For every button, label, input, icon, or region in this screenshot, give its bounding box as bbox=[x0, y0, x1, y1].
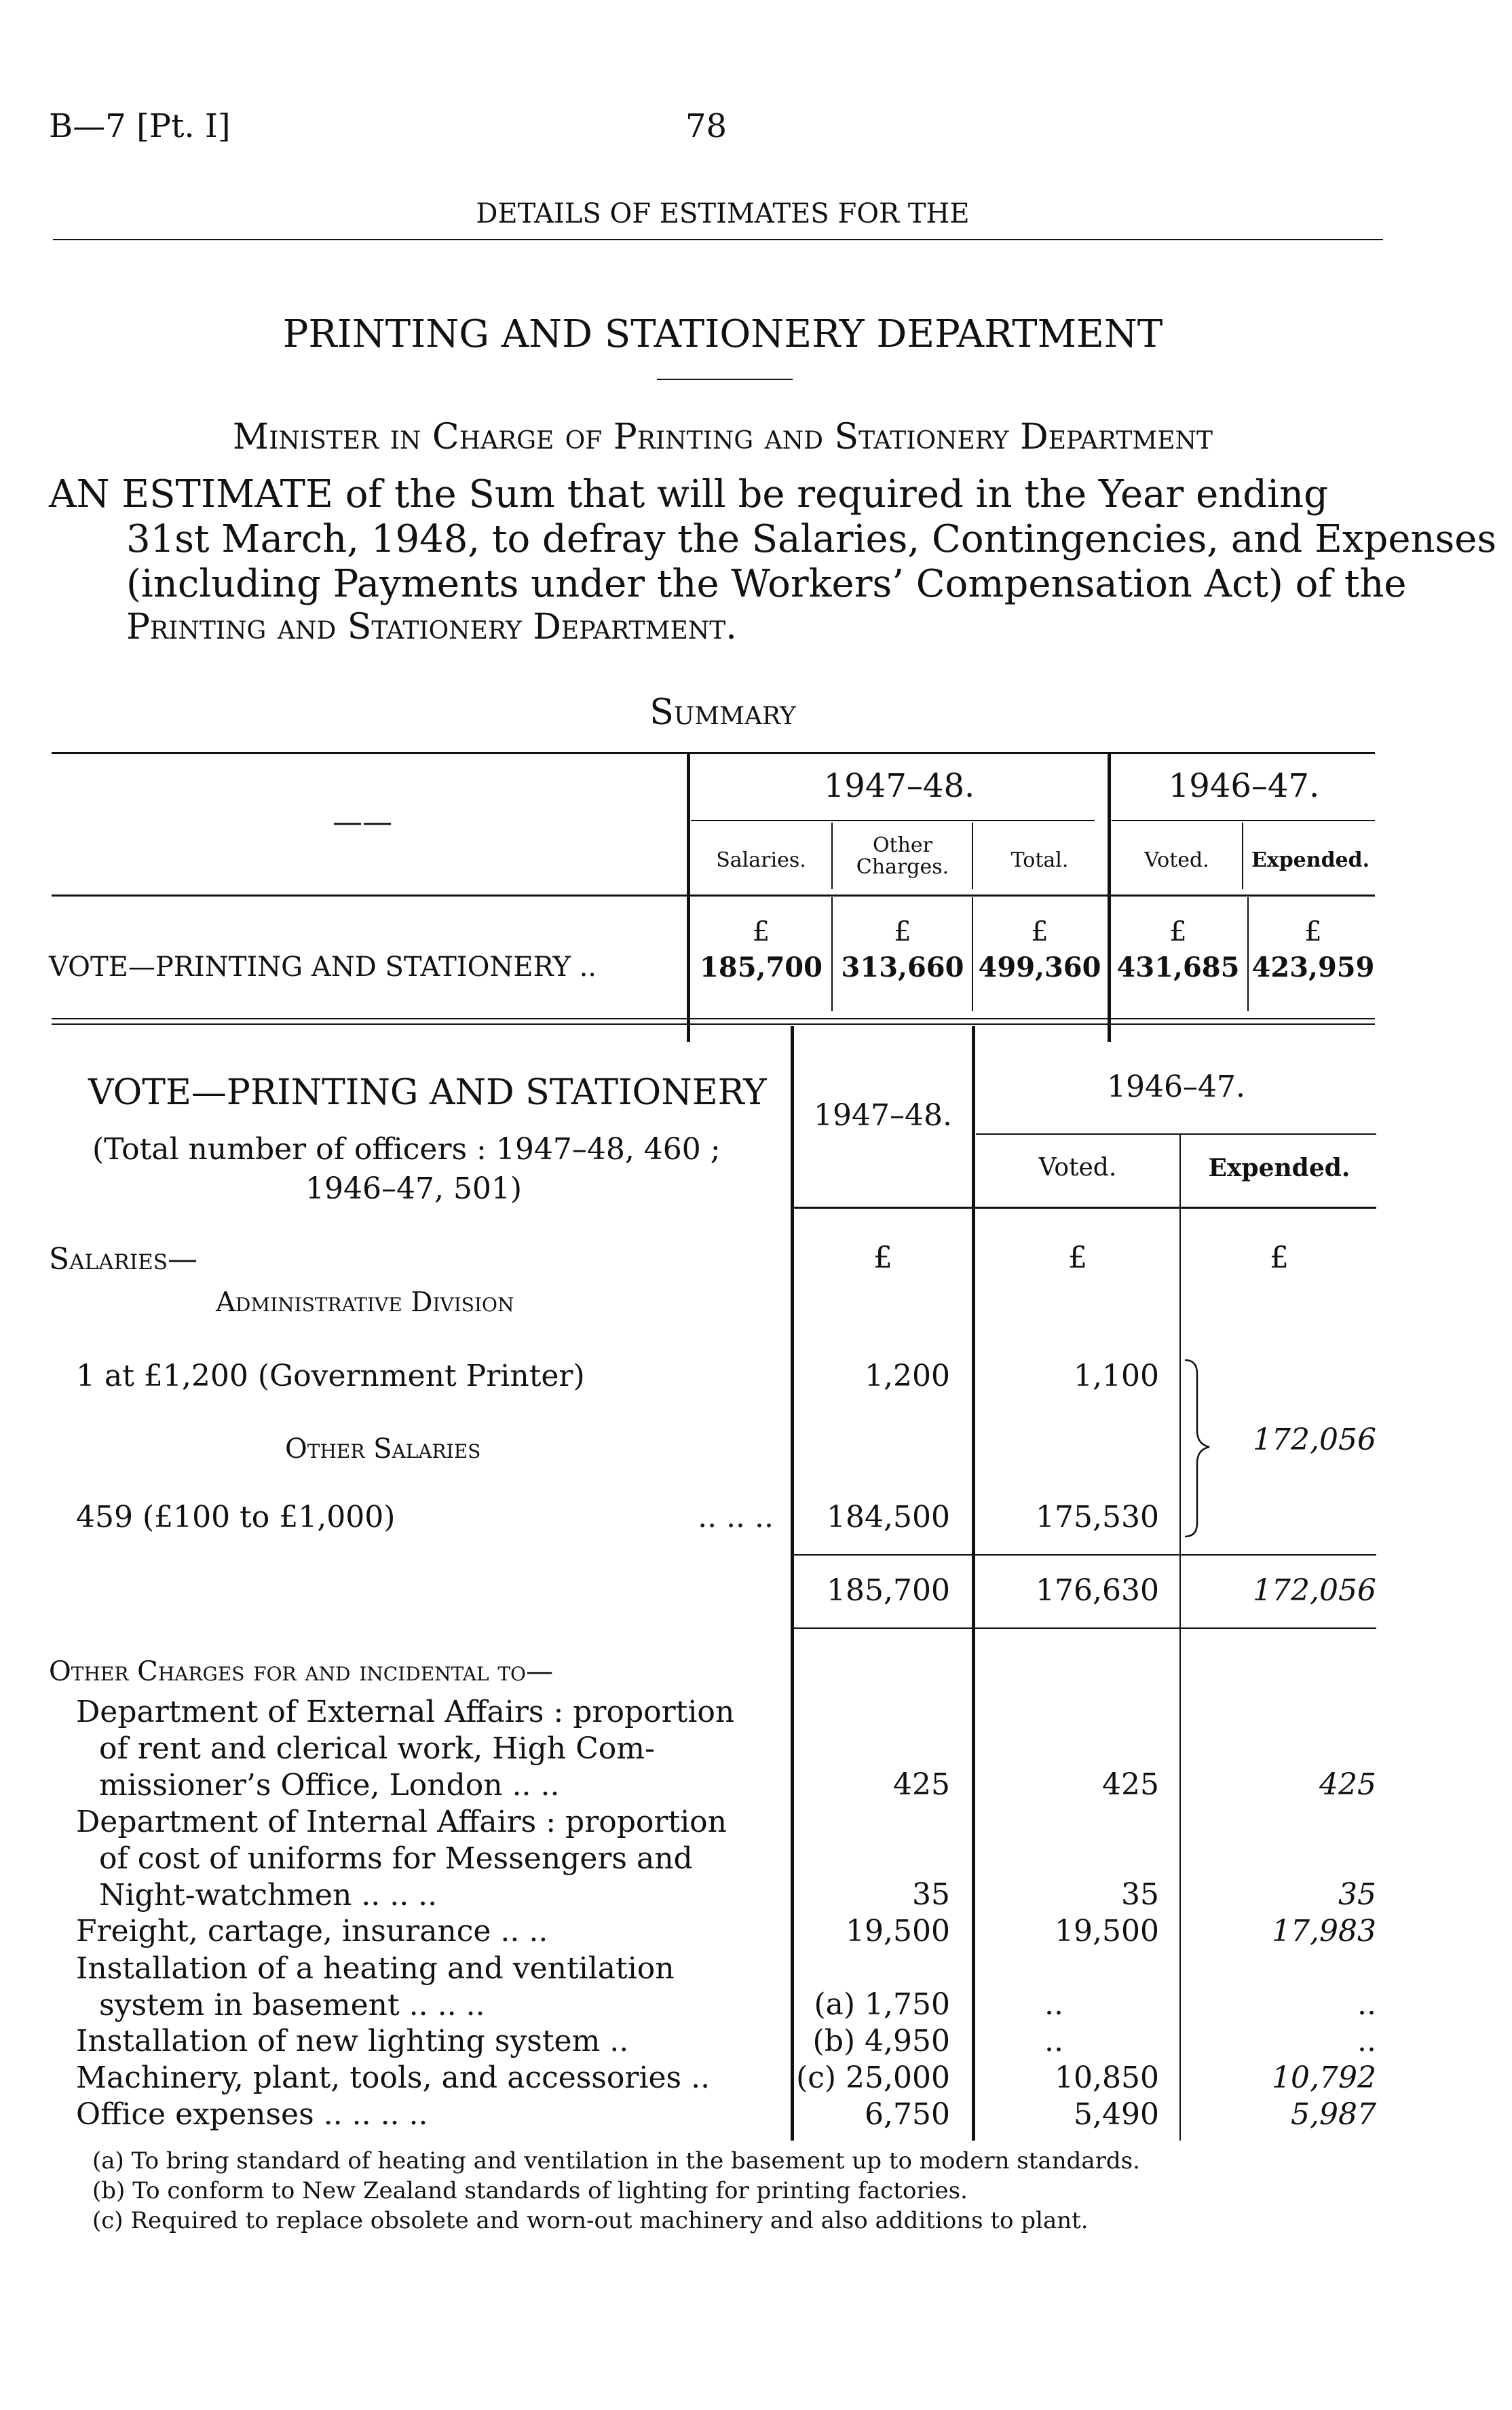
item-external-current: 425 bbox=[893, 1767, 950, 1802]
item-internal-voted: 35 bbox=[1121, 1877, 1159, 1912]
document-reference: B—7 [Pt. I] bbox=[49, 107, 231, 145]
salaries-bottom-rule bbox=[794, 1627, 1376, 1629]
summary-salaries: 185,700 bbox=[700, 952, 823, 983]
vote-currency-3: £ bbox=[1270, 1241, 1289, 1275]
summary-divider-1 bbox=[687, 753, 690, 1042]
footnote-b: (b) To conform to New Zealand standards of lighting for printing factories. bbox=[92, 2177, 968, 2204]
item-heating: Installation of a heating and ventilation system in basement .. .. .. bbox=[76, 1951, 675, 2022]
page-title: PRINTING AND STATIONERY DEPARTMENT bbox=[282, 312, 1163, 356]
item-heating-expended: .. bbox=[1357, 1987, 1376, 2022]
summary-blank-label: —— bbox=[333, 805, 392, 840]
subtotal-voted: 176,630 bbox=[1036, 1573, 1159, 1608]
gov-printer-current: 1,200 bbox=[865, 1359, 950, 1393]
summary-divider-2 bbox=[1108, 753, 1111, 1042]
summary-currency-2: £ bbox=[894, 916, 911, 947]
title-rule bbox=[657, 379, 793, 380]
item-machinery-expended: 10,792 bbox=[1272, 2060, 1376, 2095]
admin-division-heading: Administrative Division bbox=[216, 1287, 514, 1318]
summary-divider-5 bbox=[1242, 823, 1243, 889]
summary-col-total: Total. bbox=[1010, 848, 1069, 872]
gov-printer-voted: 1,100 bbox=[1074, 1359, 1159, 1393]
vote-title: VOTE—PRINTING AND STATIONERY bbox=[88, 1072, 767, 1113]
summary-divider-6 bbox=[831, 897, 833, 1011]
vote-year-current: 1947–48. bbox=[814, 1098, 952, 1133]
summary-currency-3: £ bbox=[1031, 916, 1048, 947]
vote-currency-1: £ bbox=[873, 1241, 892, 1275]
brace-icon bbox=[1179, 1357, 1220, 1541]
vote-officers-line-1: (Total number of officers : 1947–48, 460 ; bbox=[92, 1132, 721, 1167]
estimate-line-1: AN ESTIMATE of the Sum that will be required in the Year ending bbox=[49, 472, 1328, 516]
salaries-heading: Salaries— bbox=[49, 1242, 197, 1277]
item-machinery: Machinery, plant, tools, and accessories .. bbox=[76, 2060, 711, 2095]
vote-col-voted: Voted. bbox=[1038, 1154, 1117, 1182]
summary-col-voted: Voted. bbox=[1144, 848, 1209, 872]
item-lighting-expended: .. bbox=[1357, 2024, 1376, 2058]
vote-year-rule bbox=[976, 1133, 1376, 1135]
footnote-c: (c) Required to replace obsolete and worn-out machinery and also additions to plant. bbox=[92, 2207, 1089, 2234]
summary-currency-5: £ bbox=[1304, 916, 1322, 947]
item-machinery-voted: 10,850 bbox=[1055, 2060, 1159, 2095]
other-salaries-voted: 175,530 bbox=[1036, 1500, 1159, 1535]
estimate-line-4: Printing and Stationery Department. bbox=[126, 607, 737, 647]
summary-year-previous: 1946–47. bbox=[1168, 767, 1320, 805]
item-heating-current: (a) 1,750 bbox=[814, 1987, 950, 2022]
item-machinery-current: (c) 25,000 bbox=[796, 2060, 950, 2095]
footnote-a: (a) To bring standard of heating and ventilation in the basement up to modern standards. bbox=[92, 2147, 1140, 2174]
vote-col-expended: Expended. bbox=[1208, 1154, 1350, 1182]
summary-voted: 431,685 bbox=[1116, 952, 1240, 983]
item-office-voted: 5,490 bbox=[1074, 2097, 1159, 2132]
estimate-line-2: 31st March, 1948, to defray the Salaries, Contingencies, and Expenses bbox=[126, 517, 1497, 561]
vote-year-previous: 1946–47. bbox=[1107, 1070, 1245, 1104]
estimate-line-3: (including Payments under the Workers’ Compensation Act) of the bbox=[126, 562, 1407, 606]
item-office-expended: 5,987 bbox=[1291, 2097, 1376, 2132]
summary-col-expended: Expended. bbox=[1251, 848, 1370, 872]
vote-officers-line-2: 1946–47, 501) bbox=[305, 1171, 523, 1206]
item-freight: Freight, cartage, insurance .. .. bbox=[76, 1914, 548, 1948]
item-internal-current: 35 bbox=[912, 1877, 950, 1912]
item-freight-voted: 19,500 bbox=[1055, 1914, 1159, 1948]
summary-col-salaries: Salaries. bbox=[716, 848, 806, 872]
summary-header-rule bbox=[52, 895, 1375, 897]
summary-top-rule bbox=[52, 752, 1375, 754]
other-salaries-leader: .. .. .. bbox=[698, 1500, 774, 1535]
summary-bottom-rule-1 bbox=[52, 1018, 1375, 1019]
item-lighting: Installation of new lighting system .. bbox=[76, 2024, 629, 2058]
item-lighting-voted: .. bbox=[1044, 2024, 1063, 2058]
summary-currency-4: £ bbox=[1169, 916, 1187, 947]
gov-printer-label: 1 at £1,200 (Government Printer) bbox=[76, 1359, 585, 1393]
page-number: 78 bbox=[685, 107, 727, 145]
item-external-affairs: Department of External Affairs : proportion of rent and clerical work, High Com- missioner’s Office, London .. .. bbox=[76, 1695, 735, 1803]
summary-expended: 423,959 bbox=[1251, 952, 1375, 983]
other-salaries-current: 184,500 bbox=[827, 1500, 950, 1535]
other-charges-heading: Other Charges for and incidental to— bbox=[49, 1656, 553, 1687]
summary-year-rule-1 bbox=[691, 820, 1095, 821]
salaries-subtotal-rule bbox=[794, 1554, 1376, 1556]
page-subtitle: DETAILS OF ESTIMATES FOR THE bbox=[476, 198, 970, 229]
summary-divider-3 bbox=[831, 823, 833, 889]
summary-row-label: VOTE—PRINTING AND STATIONERY .. bbox=[49, 952, 597, 983]
summary-year-current: 1947–48. bbox=[823, 767, 975, 805]
item-internal-affairs: Department of Internal Affairs : proportion of cost of uniforms for Messengers and Night-watchmen .. .. .. bbox=[76, 1805, 727, 1913]
subtotal-expended: 172,056 bbox=[1253, 1573, 1376, 1608]
other-salaries-heading: Other Salaries bbox=[285, 1433, 481, 1465]
item-lighting-current: (b) 4,950 bbox=[812, 2024, 950, 2058]
salaries-expended: 172,056 bbox=[1253, 1423, 1376, 1457]
vote-divider-3 bbox=[1179, 1135, 1181, 2141]
vote-header-rule bbox=[794, 1207, 1376, 1209]
other-salaries-label: 459 (£100 to £1,000) bbox=[76, 1500, 396, 1535]
summary-col-other: Other Charges. bbox=[856, 833, 949, 879]
item-office-expenses: Office expenses .. .. .. .. bbox=[76, 2097, 428, 2132]
header-rule bbox=[53, 239, 1383, 240]
subtotal-current: 185,700 bbox=[827, 1573, 950, 1608]
summary-year-rule-2 bbox=[1112, 820, 1375, 821]
item-freight-current: 19,500 bbox=[846, 1914, 950, 1948]
item-office-current: 6,750 bbox=[865, 2097, 950, 2132]
summary-currency-1: £ bbox=[752, 916, 770, 947]
vote-divider-2 bbox=[972, 1026, 975, 2141]
summary-heading: Summary bbox=[649, 692, 796, 733]
item-internal-expended: 35 bbox=[1338, 1877, 1376, 1912]
summary-total: 499,360 bbox=[978, 952, 1101, 983]
item-heating-voted: .. bbox=[1044, 1987, 1063, 2022]
minister-heading: Minister in Charge of Printing and Stationery Department bbox=[232, 417, 1213, 457]
summary-other-charges: 313,660 bbox=[841, 952, 964, 983]
item-external-expended: 425 bbox=[1319, 1767, 1376, 1802]
vote-currency-2: £ bbox=[1068, 1241, 1087, 1275]
item-freight-expended: 17,983 bbox=[1272, 1914, 1376, 1948]
summary-bottom-rule-2 bbox=[52, 1023, 1375, 1025]
item-external-voted: 425 bbox=[1102, 1767, 1159, 1802]
